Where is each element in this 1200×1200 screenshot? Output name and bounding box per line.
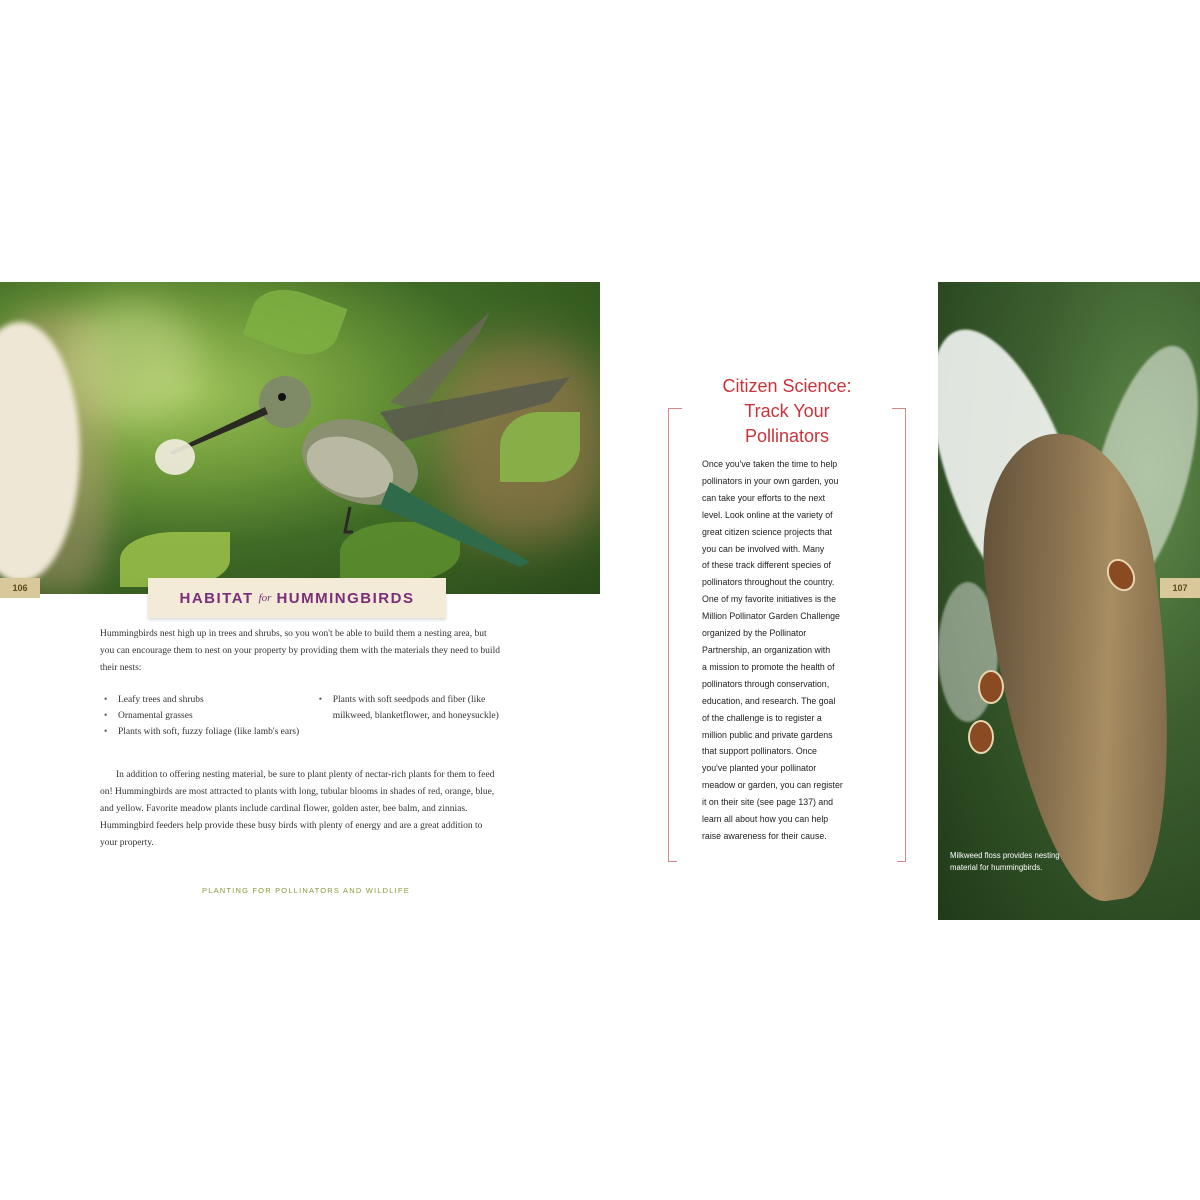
running-footer: PLANTING FOR POLLINATORS AND WILDLIFE <box>202 886 410 895</box>
list-item: • Ornamental grasses <box>118 708 315 724</box>
sidebar-line: of these track different species of <box>702 560 831 571</box>
sidebar-line: organized by the Pollinator <box>702 628 807 639</box>
section-heading <box>148 578 446 618</box>
sidebar-body <box>702 456 880 845</box>
nesting-materials-list <box>100 692 520 740</box>
sidebar-line: you can be involved with. Many <box>702 543 825 554</box>
sidebar-line: raise awareness for their cause. <box>702 830 827 841</box>
sidebar-line: level. Look online at the variety of <box>702 509 833 520</box>
sidebar-line: Once you've taken the time to help <box>702 459 838 469</box>
sidebar-line: pollinators through conservation, <box>702 678 830 689</box>
photo-caption: Milkweed floss provides nesting material for hummingbirds. <box>950 851 1060 872</box>
sidebar-line: meadow or garden, you can register <box>702 780 843 791</box>
hummingbird-figure <box>150 292 590 572</box>
list-item: • Plants with soft seedpods and fiber (like milkweed, blanketflower, and honeysuckle) <box>333 692 520 724</box>
sidebar-frame-left <box>668 408 677 862</box>
milkweed-photo <box>938 282 1200 920</box>
sidebar-line: can take your efforts to the next <box>702 492 826 503</box>
hummingbird-photo <box>0 282 600 594</box>
citizen-science-sidebar <box>668 374 906 862</box>
sidebar-line: million public and private gardens <box>702 729 833 740</box>
sidebar-line: pollinators throughout the country. <box>702 577 835 588</box>
sidebar-line: Partnership, an organization with <box>702 644 831 655</box>
heading-part1: HABITAT <box>179 589 254 607</box>
sidebar-line: One of my favorite initiatives is the <box>702 594 836 605</box>
page-number-right: 107 <box>1160 578 1200 598</box>
list-item: • Plants with soft, fuzzy foliage (like lamb's ears) <box>118 724 315 740</box>
sidebar-line: that support pollinators. Once <box>702 746 817 757</box>
sidebar-line: of the challenge is to register a <box>702 712 822 723</box>
sidebar-line: pollinators in your own garden, you <box>702 475 839 486</box>
sidebar-frame-right <box>897 408 906 862</box>
sidebar-line: education, and research. The goal <box>702 695 836 706</box>
heading-part2: HUMMINGBIRDS <box>276 589 415 607</box>
intro-paragraph: Hummingbirds nest high up in trees and shrubs, so you won't be able to build them a nesting area, but you can encourage them to nest on your property by providing them with the materials they need to build their nests: <box>100 629 500 673</box>
heading-connector: for <box>258 592 272 604</box>
sidebar-line: learn all about how you can help <box>702 814 829 825</box>
sidebar-line: great citizen science projects that <box>702 526 833 537</box>
page-number-left: 106 <box>0 578 40 598</box>
sidebar-line: it on their site (see page 137) and <box>702 797 834 808</box>
sidebar-title: Citizen Science: Track Your Pollinators <box>722 376 852 446</box>
book-spread <box>0 282 1200 920</box>
nectar-paragraph: In addition to offering nesting material, be sure to plant plenty of nectar-rich plants for them to feed on! Hummingbirds are most attracted to plants with long, tubular blooms in shades of red, orange, blue, and yellow. Favorite meadow plants include cardinal flower, golden aster, bee balm, and zinnias. Hummingbird feeders help provide these busy birds with plenty of energy and are a great addition to your property. <box>100 770 495 848</box>
sidebar-line: Million Pollinator Garden Challenge <box>702 611 840 622</box>
list-item: • Leafy trees and shrubs <box>118 692 315 708</box>
sidebar-line: you've planted your pollinator <box>702 763 817 774</box>
sidebar-line: a mission to promote the health of <box>702 661 835 672</box>
